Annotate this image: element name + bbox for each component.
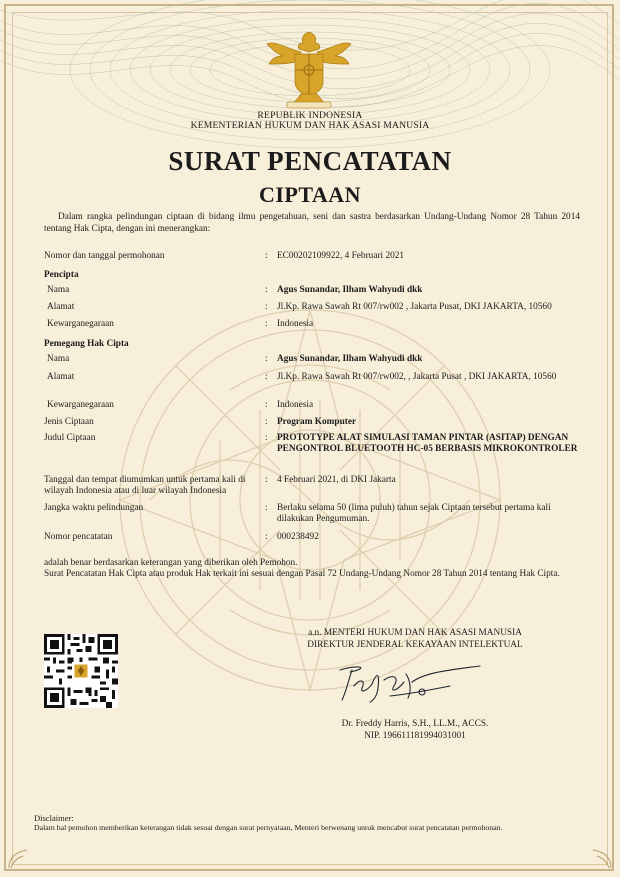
field-value: Jl.Kp. Rawa Sawah Rt 007/rw002 , Jakarta Pusat, DKI JAKARTA, 10560 <box>277 302 552 312</box>
field-label: Nama <box>47 285 70 295</box>
field-colon: : <box>265 532 268 542</box>
field-value: 4 Februari 2021, di DKI Jakarta <box>277 475 396 485</box>
signatory-name: Dr. Freddy Harris, S.H., LL.M., ACCS. <box>341 719 489 729</box>
field-value: Agus Sunandar, Ilham Wahyudi dkk <box>277 354 423 364</box>
document-subtitle: CIPTAAN <box>258 182 362 207</box>
field-label: Judul Ciptaan <box>44 433 96 443</box>
field-value: Jl.Kp. Rawa Sawah Rt 007/rw002, , Jakarta Pusat , DKI JAKARTA, 10560 <box>277 372 557 382</box>
field-value: PROTOTYPE ALAT SIMULASI TAMAN PINTAR (ASITAP) DENGAN PENGONTROL BLUETOOTH HC-05 BERBASIS MIKROKONTROLER <box>277 433 578 455</box>
field-value: Berlaku selama 50 (lima puluh) tahun sejak Ciptaan tersebut pertama kali dilakukan Pengumuman. <box>277 503 551 525</box>
closing-legal-basis: Surat Pencatatan Hak Cipta atau produk Hak terkait ini sesuai dengan Pasal 72 Undang-Undang Nomor 28 Tahun 2014 tentang Hak Cipta. <box>44 569 560 579</box>
disclaimer-title: Disclaimer: <box>34 813 74 823</box>
field-value: Indonesia <box>277 400 314 410</box>
field-label: Jangka waktu pelindungan <box>44 503 144 513</box>
header-country: REPUBLIK INDONESIA <box>257 110 363 121</box>
signatory-nip: NIP. 196611181994031001 <box>364 731 466 741</box>
field-colon: : <box>265 475 268 485</box>
field-label: Alamat <box>47 302 75 312</box>
signatory-position: DIREKTUR JENDERAL KEKAYAAN INTELEKTUAL <box>307 640 523 650</box>
intro-paragraph: Dalam rangka pelindungan ciptaan di bidang ilmu pengetahuan, seni dan sastra berdasarkan Undang-Undang Nomor 28 Tahun 2014 tentang Hak Cipta, dengan ini menerangkan: <box>44 212 580 234</box>
signatory-on-behalf: a.n. MENTERI HUKUM DAN HAK ASASI MANUSIA <box>308 628 522 638</box>
field-colon: : <box>265 400 268 410</box>
field-colon: : <box>265 285 268 295</box>
header-ministry: KEMENTERIAN HUKUM DAN HAK ASASI MANUSIA <box>190 120 430 131</box>
garuda-emblem-icon <box>263 30 355 110</box>
field-label: Jenis Ciptaan <box>44 417 94 427</box>
handwritten-signature <box>330 660 490 708</box>
disclaimer-text: Dalam hal pemohon memberikan keterangan tidak sesuai dengan surat pernyataan, Menteri berwenang untuk mencabut surat pencatatan permohonan. <box>34 823 503 832</box>
field-colon: : <box>265 433 268 443</box>
field-label: Nomor pencatatan <box>44 532 113 542</box>
field-colon: : <box>265 417 268 427</box>
field-label: Nama <box>47 354 70 364</box>
field-colon: : <box>265 354 268 364</box>
field-colon: : <box>265 319 268 329</box>
document-title: SURAT PENCATATAN <box>168 146 452 176</box>
field-value: Indonesia <box>277 319 314 329</box>
field-value: 000238492 <box>277 532 319 542</box>
field-value: Program Komputer <box>277 417 357 427</box>
field-label: Nomor dan tanggal permohonan <box>44 251 165 261</box>
corner-ornament-bottom-right <box>591 848 613 870</box>
closing-statement: adalah benar berdasarkan keterangan yang diberikan oleh Pemohon. <box>44 558 298 568</box>
field-colon: : <box>265 251 268 261</box>
corner-ornament-bottom-left <box>7 848 29 870</box>
field-colon: : <box>265 302 268 312</box>
field-label: Kewarganegaraan <box>47 400 114 410</box>
field-value: Agus Sunandar, Ilham Wahyudi dkk <box>277 285 423 295</box>
section-heading-pencipta: Pencipta <box>44 270 79 280</box>
field-label: Kewarganegaraan <box>47 319 114 329</box>
field-colon: : <box>265 503 268 513</box>
section-heading-pemegang: Pemegang Hak Cipta <box>44 339 129 349</box>
field-colon: : <box>265 372 268 382</box>
field-label: Tanggal dan tempat diumumkan untuk pertama kali di wilayah Indonesia atau di luar wilayah Indonesia <box>44 475 246 497</box>
field-label: Alamat <box>47 372 75 382</box>
qr-code-icon <box>44 634 118 708</box>
field-value: EC00202109922, 4 Februari 2021 <box>277 251 405 261</box>
